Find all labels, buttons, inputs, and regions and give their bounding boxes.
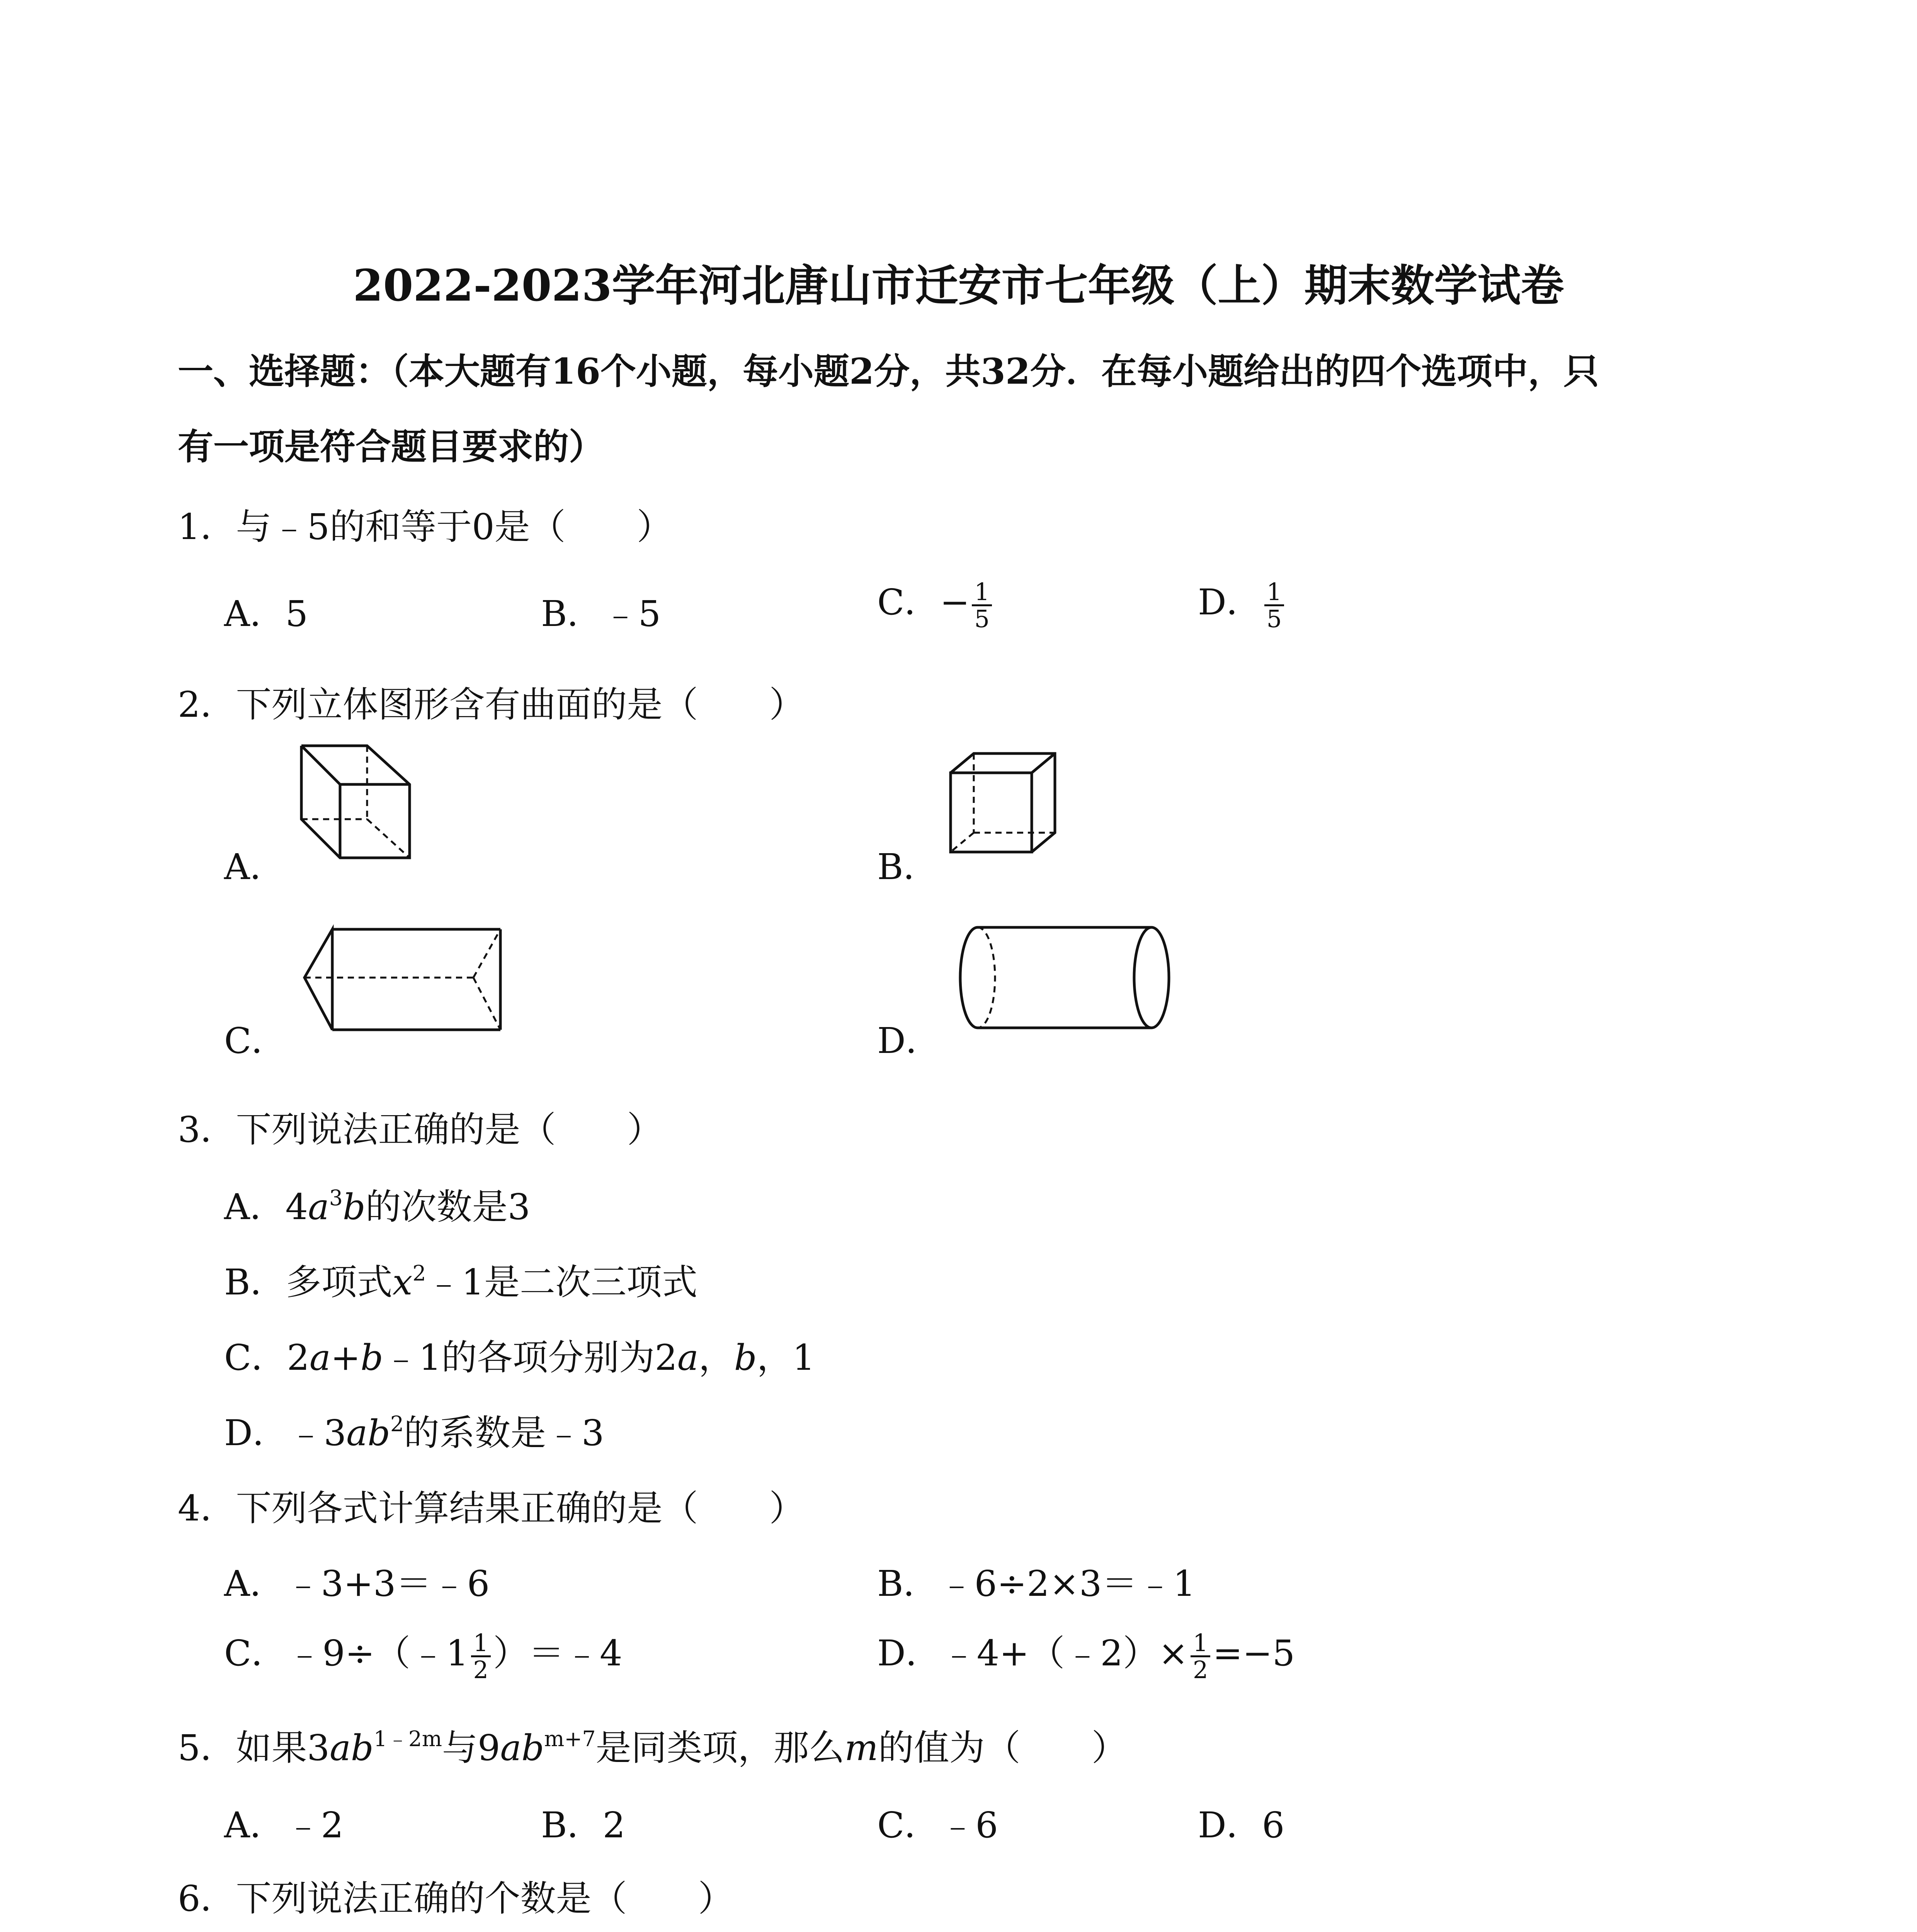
q1-option-b: B．﹣5 (541, 593, 661, 634)
q3-option-c: C．2a+b﹣1的各项分别为2a，b，1 (224, 1337, 815, 1378)
fraction: $\frac{1}{5}$ (972, 579, 992, 631)
section-heading-line1: 一、选择题：（本大题有16个小题，每小题2分，共32分．在每小题给出的四个选项中，只 (178, 350, 1599, 392)
fraction: $\frac{1}{5}$ (1264, 579, 1284, 631)
q5-option-d: D．6 (1198, 1804, 1285, 1846)
q1-stem: 1．与﹣5的和等于0是（ ） (178, 506, 672, 548)
q2-option-d-label: D． (877, 1020, 941, 1061)
q3-option-d: D．$﹣3ab^2$的系数是﹣3 (224, 1412, 604, 1454)
q2-option-c-label: C． (224, 1020, 287, 1061)
q2-figure-b-cube (947, 750, 1063, 858)
q2-figure-c-triangular-prism (301, 922, 510, 1037)
q5-stem: 5．如果$3ab^{1﹣2m}$与$9ab^{m+7}$是同类项，那么m的值为（ ） (178, 1726, 1127, 1769)
section-heading-line2: 有一项是符合题目要求的） (178, 426, 605, 468)
q1-option-a: A．5 (224, 593, 308, 634)
fraction: $\frac{1}{2}$ (471, 1630, 491, 1682)
q1-option-c: C．− $\frac{1}{5}$ (877, 574, 994, 631)
q5-option-b: B．2 (541, 1804, 626, 1846)
q4-option-b: B．﹣6÷2×3＝﹣1 (877, 1563, 1196, 1604)
q3-stem: 3．下列说法正确的是（ ） (178, 1109, 663, 1150)
page-title: 2022-2023学年河北唐山市迁安市七年级（上）期末数学试卷 (353, 260, 1564, 311)
fraction: $\frac{1}{2}$ (1191, 1630, 1210, 1682)
q4-option-c: C．﹣9÷（﹣1 $\frac{1}{2}$ ）＝﹣4 (224, 1628, 623, 1684)
q3-option-a: A．$4a^3b$的次数是3 (224, 1185, 531, 1228)
q2-option-b-label: B． (877, 846, 939, 888)
q2-figure-d-cylinder (954, 920, 1179, 1036)
q2-stem: 2．下列立体图形含有曲面的是（ ） (178, 684, 805, 725)
q4-option-a: A．﹣3+3＝﹣6 (224, 1563, 490, 1604)
q2-figure-a-cube (294, 742, 421, 866)
q4-stem: 4．下列各式计算结果正确的是（ ） (178, 1488, 805, 1529)
q5-option-a: A．﹣2 (224, 1804, 344, 1846)
q3-option-b: B．多项式$x^2﹣1$是二次三项式 (224, 1261, 698, 1303)
q5-option-c: C．﹣6 (877, 1804, 998, 1846)
q6-stem: 6．下列说法正确的个数是（ ） (178, 1878, 734, 1919)
q1-option-d: D． $\frac{1}{5}$ (1198, 574, 1286, 631)
q4-option-d: D．﹣4+（﹣2）× $\frac{1}{2}$ =−5 (877, 1628, 1295, 1684)
q2-option-a-label: A． (224, 846, 286, 888)
